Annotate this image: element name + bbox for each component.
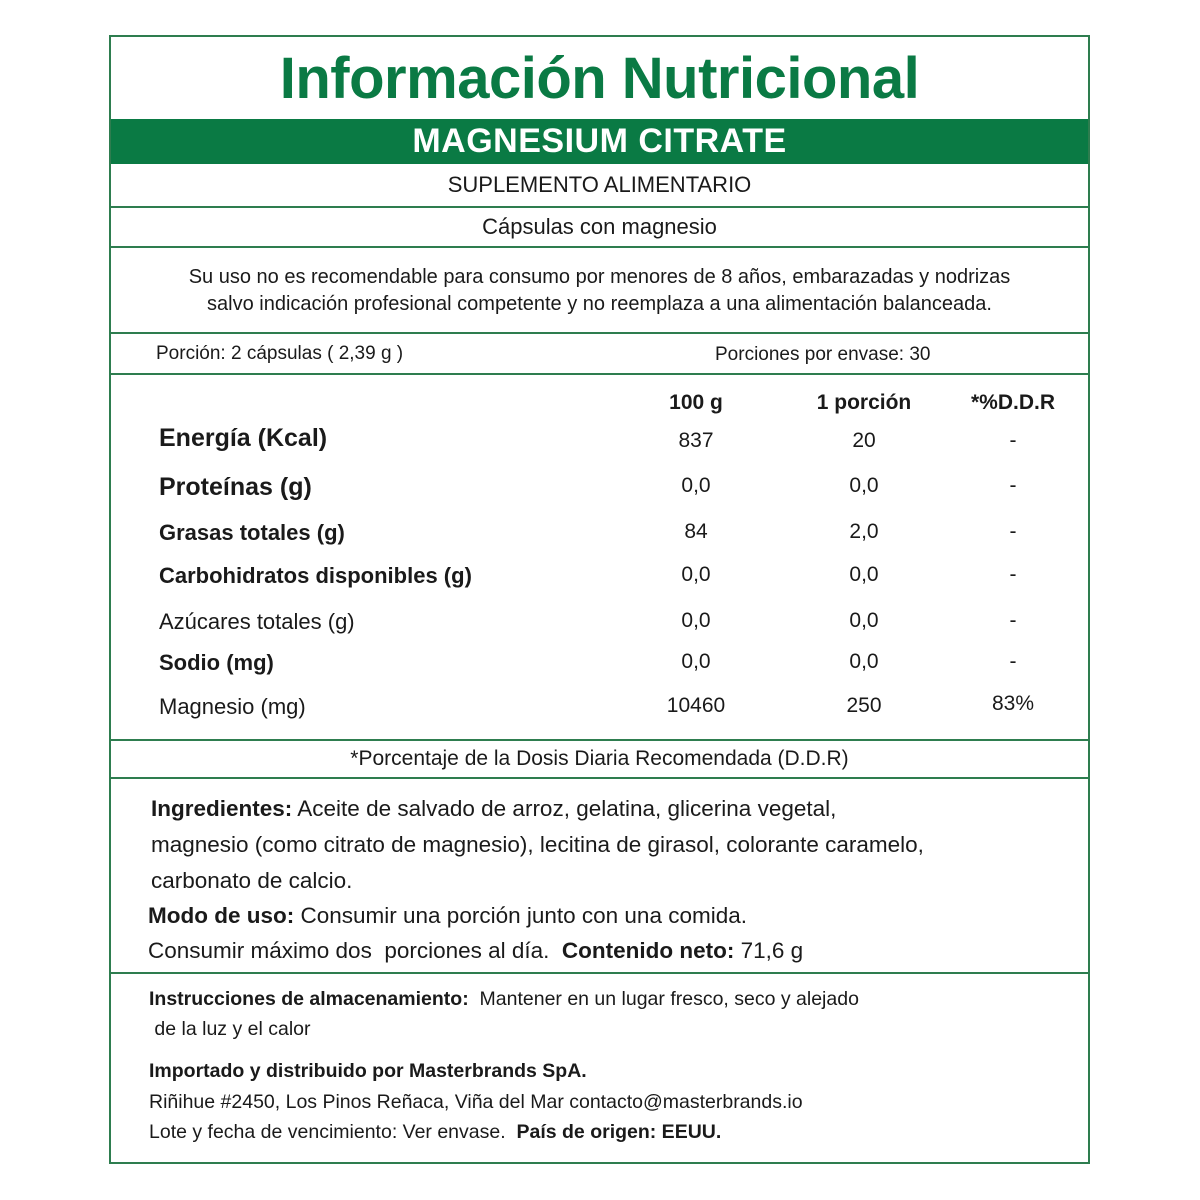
table-row xyxy=(111,562,1088,602)
usage-text-2: Consumir máximo dos porciones al día. xyxy=(148,938,562,963)
warning-text xyxy=(111,248,1088,333)
value-100g: 837 xyxy=(678,429,714,452)
usage-line-1 xyxy=(148,898,747,934)
value-portion: 2,0 xyxy=(849,520,879,543)
usage-label: Modo de uso: xyxy=(148,903,295,928)
country-of-origin: País de origen: EEUU. xyxy=(516,1121,722,1143)
table-row xyxy=(111,649,1088,689)
lot-info: Lote y fecha de vencimiento: Ver envase. xyxy=(149,1121,517,1143)
storage-text: Mantener en un lugar fresco, seco y alejado xyxy=(468,988,859,1010)
storage-line-2: de la luz y el calor xyxy=(149,1018,311,1040)
column-header-ddr: *%D.D.R xyxy=(970,391,1055,414)
value-portion: 20 xyxy=(852,429,876,452)
value-100g: 0,0 xyxy=(681,563,711,586)
table-row xyxy=(111,425,1088,465)
value-100g: 0,0 xyxy=(681,650,711,673)
nutrient-name: Azúcares totales (g) xyxy=(159,609,355,634)
warning-line-1: Su uso no es recomendable para consumo por menores de 8 años, embarazadas y nodrizas xyxy=(188,265,1011,288)
nutrition-table xyxy=(111,375,1088,739)
nutrient-name: Grasas totales (g) xyxy=(159,520,345,545)
table-row xyxy=(111,519,1088,559)
table-row xyxy=(111,608,1088,648)
column-header-100g: 100 g xyxy=(669,391,723,414)
ddr-footnote: *Porcentaje de la Dosis Diaria Recomendada (D.D.R) xyxy=(350,747,849,770)
table-row xyxy=(111,693,1088,733)
nutrient-name: Carbohidratos disponibles (g) xyxy=(159,563,472,588)
serving-size: Porción: 2 cápsulas ( 2,39 g ) xyxy=(156,343,404,364)
value-100g: 10460 xyxy=(666,694,726,717)
value-ddr: - xyxy=(1009,609,1017,632)
nutrition-label xyxy=(109,35,1090,1164)
product-category: SUPLEMENTO ALIMENTARIO xyxy=(447,172,752,197)
value-100g: 0,0 xyxy=(681,609,711,632)
value-ddr: - xyxy=(1009,650,1017,673)
storage-label: Instrucciones de almacenamiento: xyxy=(149,988,469,1010)
lot-origin-line xyxy=(149,1117,721,1147)
value-ddr: - xyxy=(1009,520,1017,543)
storage-section xyxy=(111,974,1088,1162)
servings-per-container: Porciones por envase: 30 xyxy=(715,344,931,365)
value-portion: 0,0 xyxy=(849,474,879,497)
ingredients-label: Ingredientes: xyxy=(151,796,293,821)
value-100g: 84 xyxy=(684,520,708,543)
warning-line-2: salvo indicación profesional competente y no reemplaza a una alimentación balanceada. xyxy=(207,292,992,315)
ingredients-line-1 xyxy=(151,791,836,827)
serving-info xyxy=(111,335,1088,373)
value-ddr: 83% xyxy=(991,692,1035,715)
divider xyxy=(111,332,1088,334)
value-portion: 0,0 xyxy=(849,563,879,586)
nutrient-name: Energía (Kcal) xyxy=(159,424,328,452)
product-name-band xyxy=(111,119,1088,164)
value-portion: 250 xyxy=(846,694,882,717)
label-title: Información Nutricional xyxy=(279,45,920,111)
net-content-label: Contenido neto: xyxy=(561,938,735,963)
nutrient-name: Sodio (mg) xyxy=(159,650,274,675)
ingredients-line-2: magnesio (como citrato de magnesio), lecitina de girasol, colorante caramelo, xyxy=(151,832,924,857)
value-ddr: - xyxy=(1009,429,1017,452)
usage-text: Consumir una porción junto con una comida. xyxy=(294,903,747,928)
nutrient-name: Magnesio (mg) xyxy=(159,694,306,719)
ingredients-text: Aceite de salvado de arroz, gelatina, glicerina vegetal, xyxy=(292,796,837,821)
storage-line-1 xyxy=(149,984,859,1014)
ingredients-line-3: carbonato de calcio. xyxy=(151,868,353,893)
value-portion: 0,0 xyxy=(849,650,879,673)
table-row xyxy=(111,471,1088,511)
value-portion: 0,0 xyxy=(849,609,879,632)
product-name: MAGNESIUM CITRATE xyxy=(412,122,787,160)
value-ddr: - xyxy=(1009,563,1017,586)
usage-line-2 xyxy=(148,933,803,969)
distributor-address: Riñihue #2450, Los Pinos Reñaca, Viña del Mar contacto@masterbrands.io xyxy=(149,1091,803,1113)
ingredients-section xyxy=(111,779,1088,972)
nutrient-name: Proteínas (g) xyxy=(159,473,312,501)
value-100g: 0,0 xyxy=(681,474,711,497)
column-header-portion: 1 porción xyxy=(816,391,912,414)
distributor-heading: Importado y distribuido por Masterbrands SpA. xyxy=(149,1060,587,1082)
value-ddr: - xyxy=(1009,474,1017,497)
net-content-value: 71,6 g xyxy=(734,938,804,963)
product-description: Cápsulas con magnesio xyxy=(482,214,717,239)
